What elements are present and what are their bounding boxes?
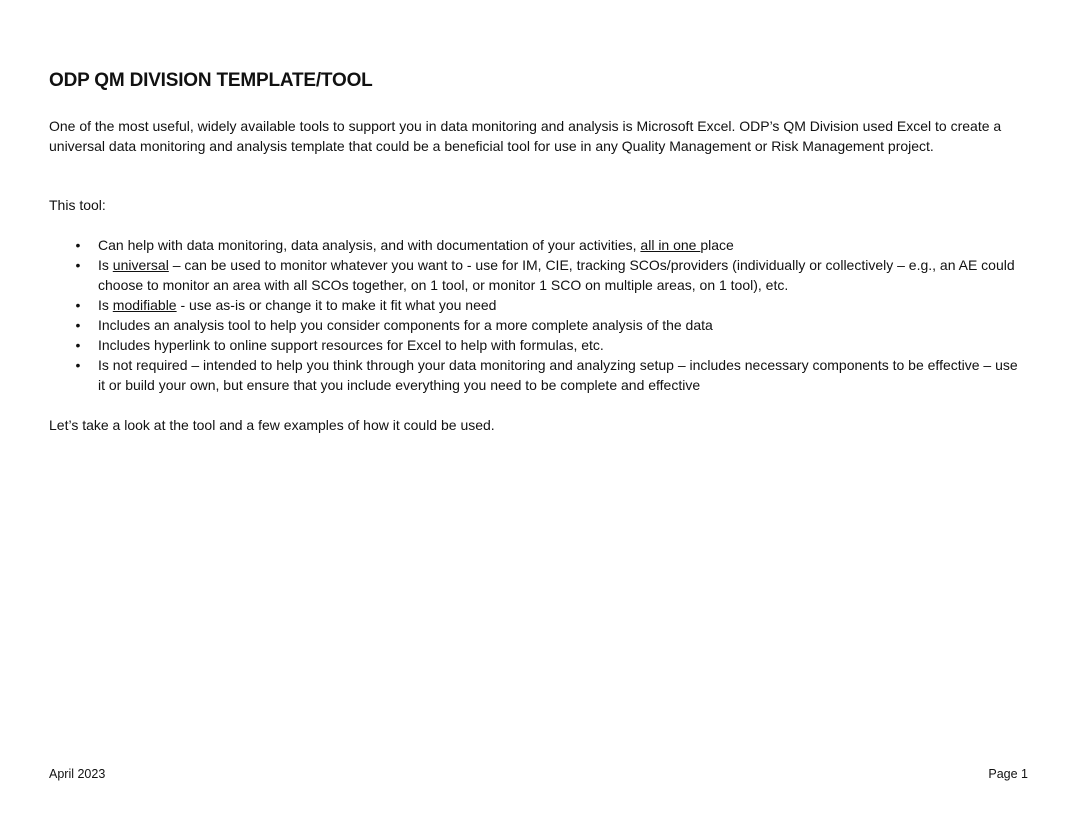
- list-item: [49, 315, 1024, 335]
- list-item: [49, 255, 1024, 295]
- intro-paragraph: One of the most useful, widely available tools to support you in data monitoring and analysis is Microsoft Excel. ODP’s QM Division used Excel to create a universal data monitoring and analysis template that could be a beneficial tool for use in any Quality Management or Risk Management project.: [49, 118, 1002, 154]
- closing-paragraph: Let’s take a look at the tool and a few examples of how it could be used.: [49, 417, 495, 433]
- list-item-text: Includes an analysis tool to help you consider components for a more complete analysis of the data: [98, 317, 713, 333]
- list-item-text: Includes hyperlink to online support resources for Excel to help with formulas, etc.: [98, 337, 604, 353]
- bullet-icon: •: [75, 317, 81, 333]
- list-item-text: - use as-is or change it to make it fit what you need: [176, 297, 497, 313]
- underlined-text: all in one: [640, 237, 701, 253]
- list-item: [49, 295, 1024, 315]
- underlined-text: modifiable: [112, 297, 177, 313]
- list-item-text: Can help with data monitoring, data analysis, and with documentation of your activities,: [98, 237, 641, 253]
- footer-page-number: Page 1: [988, 767, 1028, 781]
- list-item-text: Is: [98, 297, 113, 313]
- bullet-icon: •: [75, 357, 81, 373]
- list-item-text: – can be used to monitor whatever you want to - use for IM, CIE, tracking SCOs/providers (individually or collectively – e.g., an AE could choose to monitor an area with all SCOs together, on 1 tool, or monitor 1 SCO on multiple areas, on 1 tool), etc.: [98, 257, 1015, 293]
- page-title: ODP QM DIVISION TEMPLATE/TOOL: [49, 70, 373, 91]
- bullet-icon: •: [75, 297, 81, 313]
- bullet-icon: •: [75, 237, 81, 253]
- feature-list: [49, 235, 1024, 395]
- list-item-text: place: [700, 237, 734, 253]
- bullet-icon: •: [75, 337, 81, 353]
- list-item-text: Is: [98, 257, 113, 273]
- bullet-icon: •: [75, 257, 81, 273]
- list-item: [49, 335, 1024, 355]
- list-item: [49, 235, 1024, 255]
- footer-date: April 2023: [49, 767, 106, 781]
- list-lead-text: This tool:: [49, 197, 106, 213]
- list-item: [49, 355, 1024, 395]
- underlined-text: universal: [112, 257, 169, 273]
- list-item-text: Is not required – intended to help you think through your data monitoring and analyzing setup – includes necessary components to be effective – use it or build your own, but ensure that you include everything you need to be complete and effective: [98, 357, 1018, 393]
